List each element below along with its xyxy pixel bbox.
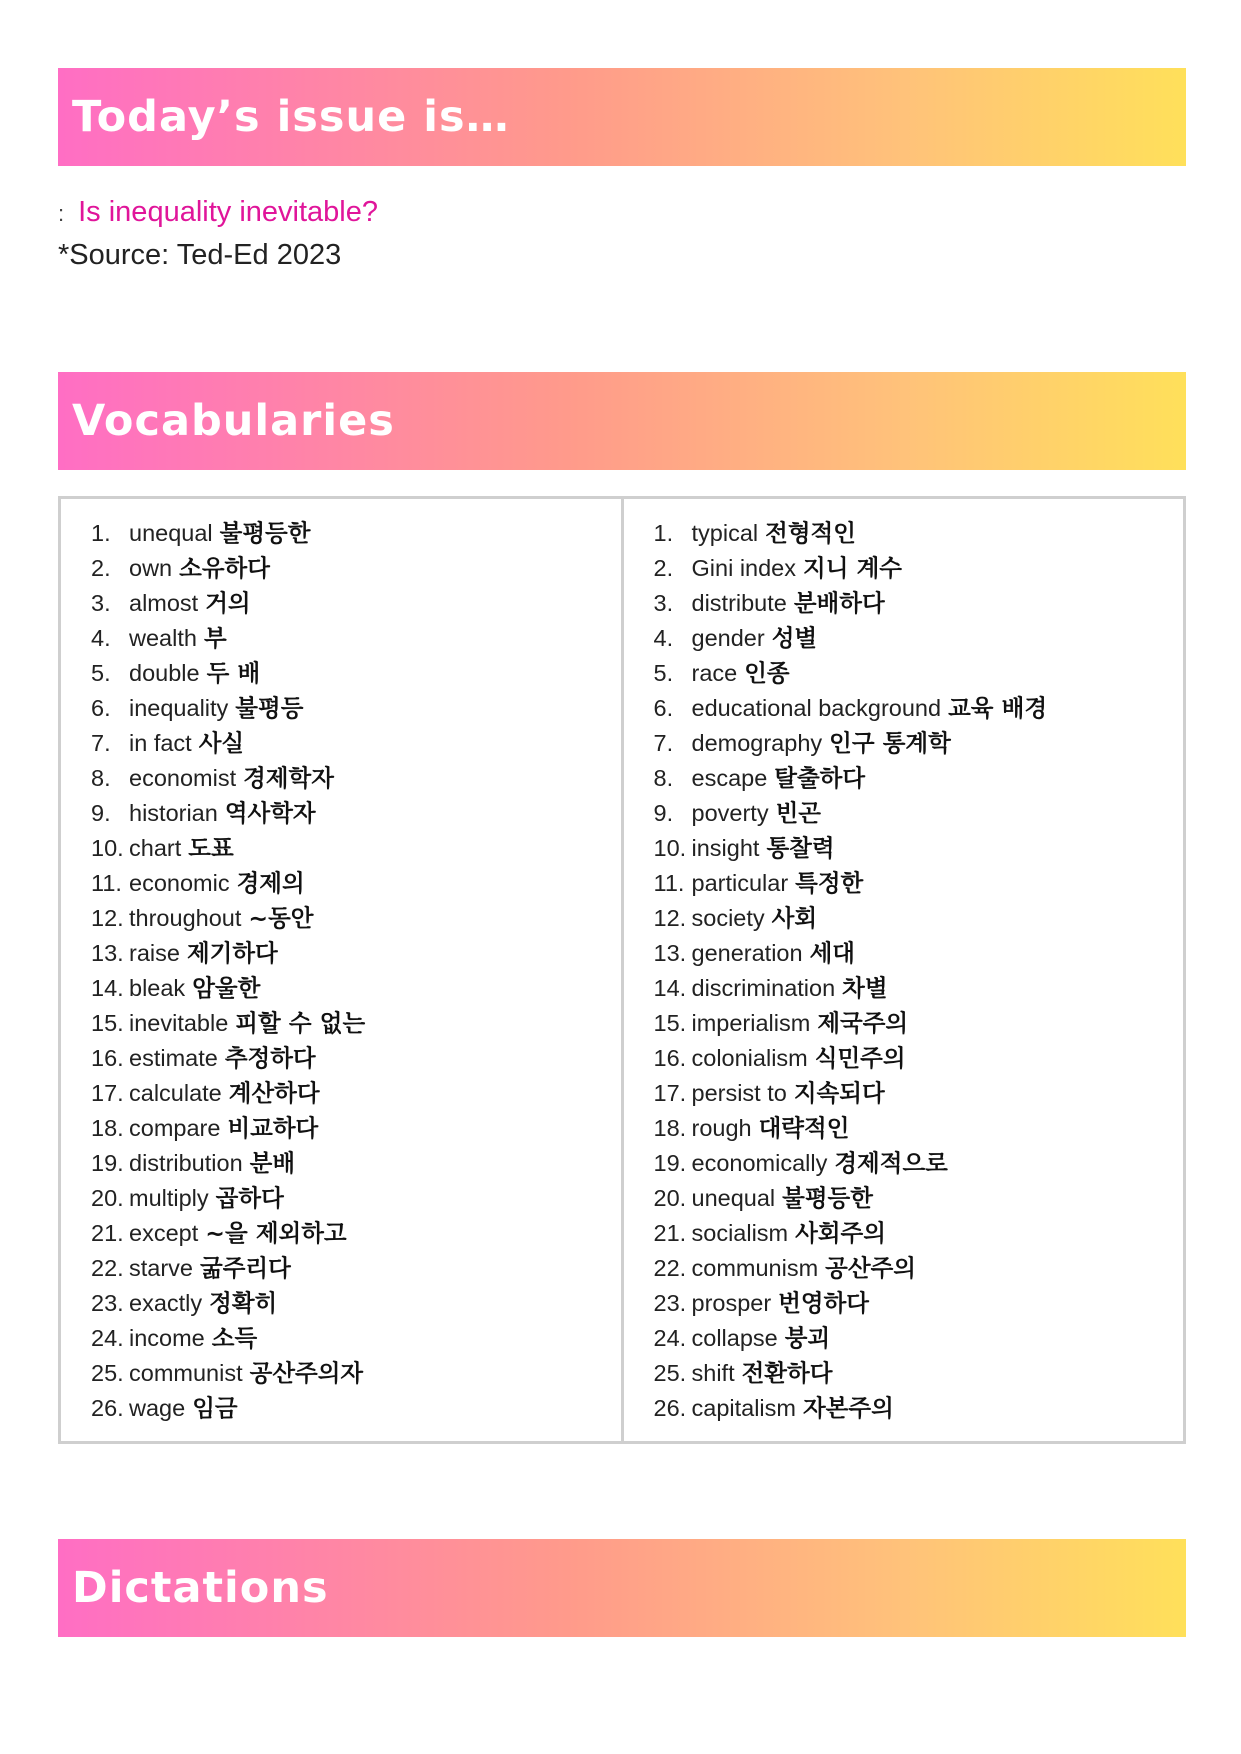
vocab-number: 16. — [91, 1045, 124, 1071]
issue-question-line — [58, 192, 378, 234]
vocab-korean: ~동안 — [248, 904, 314, 932]
vocab-item — [654, 901, 1184, 936]
vocab-list-left — [91, 516, 621, 1426]
vocab-item — [91, 1146, 621, 1181]
vocab-number: 26. — [91, 1395, 124, 1421]
vocab-korean: 공산주의 — [825, 1254, 916, 1282]
vocab-item — [654, 551, 1184, 586]
vocab-korean: 교육 배경 — [948, 694, 1048, 722]
vocab-item — [91, 551, 621, 586]
vocab-korean: 제기하다 — [186, 939, 278, 967]
vocab-number: 17. — [653, 1080, 687, 1106]
issue-source: *Source: Ted-Ed 2023 — [58, 239, 342, 271]
vocab-korean: 불평등 — [235, 694, 304, 722]
vocab-number: 4. — [653, 625, 674, 651]
vocab-english: economist — [129, 765, 237, 791]
vocab-english: communism — [691, 1255, 819, 1281]
vocab-english: insight — [691, 835, 760, 861]
vocab-number: 9. — [653, 800, 674, 826]
vocab-item — [654, 1076, 1184, 1111]
vocab-korean: 계산하다 — [228, 1079, 320, 1107]
vocab-english: raise — [129, 940, 180, 966]
vocab-korean: 전환하다 — [741, 1359, 833, 1387]
vocab-number: 24. — [91, 1325, 124, 1351]
vocab-english: bleak — [129, 975, 186, 1001]
vocab-number: 6. — [91, 695, 111, 721]
vocab-korean: 대략적인 — [758, 1114, 850, 1142]
vocab-english: rough — [691, 1115, 752, 1141]
vocab-item — [91, 1041, 621, 1076]
vocab-item — [654, 1146, 1184, 1181]
vocab-english: throughout — [129, 905, 242, 931]
vocab-english: income — [129, 1325, 205, 1351]
vocab-korean: 피할 수 없는 — [235, 1009, 366, 1037]
vocab-korean: 붕괴 — [784, 1324, 831, 1352]
vocab-korean: 소득 — [211, 1324, 258, 1352]
vocab-number: 18. — [653, 1115, 687, 1141]
vocab-korean: 전형적인 — [765, 519, 856, 547]
vocab-number: 2. — [91, 555, 111, 581]
vocab-number: 22. — [653, 1255, 687, 1281]
vocab-korean: 사회 — [771, 904, 818, 932]
vocab-number: 10. — [653, 835, 687, 861]
vocab-english: own — [129, 555, 173, 581]
vocab-item — [654, 971, 1184, 1006]
vocab-number: 16. — [653, 1045, 687, 1071]
issue-question: Is inequality inevitable? — [78, 196, 378, 228]
vocab-number: 26. — [653, 1395, 687, 1421]
vocab-number: 23. — [91, 1290, 124, 1316]
vocab-item — [654, 866, 1184, 901]
vocab-english: generation — [691, 940, 803, 966]
vocab-item — [91, 831, 621, 866]
vocab-english: imperialism — [691, 1010, 811, 1036]
vocab-korean: 경제학자 — [243, 764, 334, 792]
vocab-english: starve — [129, 1255, 193, 1281]
vocab-english: economic — [129, 870, 230, 896]
vocab-item — [91, 761, 621, 796]
dictation-banner — [58, 1539, 1186, 1637]
vocab-number: 19. — [653, 1150, 687, 1176]
vocab-korean: 식민주의 — [814, 1044, 906, 1072]
vocab-item — [91, 936, 621, 971]
vocab-number: 8. — [653, 765, 674, 791]
vocab-number: 21. — [91, 1220, 124, 1246]
vocab-number: 14. — [653, 975, 687, 1001]
vocab-number: 15. — [653, 1010, 687, 1036]
vocab-item — [654, 761, 1184, 796]
vocab-english: distribution — [129, 1150, 243, 1176]
vocab-korean: ~을 제외하고 — [205, 1219, 347, 1247]
vocab-item — [654, 1216, 1184, 1251]
vocab-left-column — [61, 499, 621, 1441]
vocab-number: 20. — [91, 1185, 124, 1211]
vocab-item — [654, 586, 1184, 621]
vocab-english: double — [129, 660, 200, 686]
vocab-item — [91, 1216, 621, 1251]
vocab-list-right — [654, 516, 1184, 1426]
vocab-english: socialism — [691, 1220, 789, 1246]
vocab-item — [91, 1251, 621, 1286]
vocab-number: 10. — [91, 835, 124, 861]
vocab-item — [91, 691, 621, 726]
vocab-number: 7. — [91, 730, 111, 756]
vocab-english: except — [129, 1220, 199, 1246]
vocab-korean: 탈출하다 — [774, 764, 866, 792]
vocab-number: 5. — [653, 660, 674, 686]
issue-colon: : — [58, 201, 65, 226]
vocab-english: historian — [129, 800, 218, 826]
vocab-item — [91, 1111, 621, 1146]
vocab-korean: 인구 통계학 — [829, 729, 951, 757]
vocab-korean: 부 — [203, 624, 227, 652]
vocab-korean: 사실 — [198, 729, 245, 757]
vocab-number: 23. — [653, 1290, 687, 1316]
vocab-item — [91, 901, 621, 936]
vocab-number: 17. — [91, 1080, 124, 1106]
vocab-korean: 불평등한 — [219, 519, 311, 547]
vocab-english: exactly — [129, 1290, 203, 1316]
vocab-right-column — [621, 499, 1184, 1441]
vocab-item — [91, 1356, 621, 1391]
vocab-item — [91, 621, 621, 656]
dictation-heading: Dictations — [72, 1563, 329, 1613]
vocab-item — [654, 1321, 1184, 1356]
vocab-korean: 통찰력 — [766, 834, 835, 862]
vocab-korean: 특정한 — [795, 869, 864, 897]
vocab-item — [91, 971, 621, 1006]
vocab-number: 13. — [91, 940, 124, 966]
vocab-korean: 추정하다 — [224, 1044, 316, 1072]
vocab-item — [654, 691, 1184, 726]
vocab-korean: 성별 — [771, 624, 818, 652]
vocab-banner — [58, 372, 1186, 470]
vocab-korean: 차별 — [842, 974, 888, 1002]
vocab-english: escape — [691, 765, 768, 791]
vocab-english: collapse — [691, 1325, 778, 1351]
vocab-english: estimate — [129, 1045, 218, 1071]
vocab-item — [654, 1286, 1184, 1321]
vocab-korean: 소유하다 — [179, 554, 270, 582]
vocab-item — [654, 1356, 1184, 1391]
vocab-item — [654, 1041, 1184, 1076]
vocab-english: colonialism — [691, 1045, 808, 1071]
vocab-english: demography — [691, 730, 823, 756]
vocab-heading: Vocabularies — [72, 396, 395, 446]
vocab-korean: 굶주리다 — [200, 1254, 291, 1282]
vocab-korean: 세대 — [809, 939, 855, 967]
vocab-english: gender — [691, 625, 765, 651]
vocab-english: wage — [129, 1395, 186, 1421]
vocab-item — [91, 656, 621, 691]
vocab-item — [91, 1076, 621, 1111]
vocab-english: chart — [129, 835, 182, 861]
vocab-item — [654, 621, 1184, 656]
vocab-english: race — [691, 660, 738, 686]
vocab-item — [91, 866, 621, 901]
vocab-english: poverty — [691, 800, 769, 826]
vocab-number: 21. — [653, 1220, 687, 1246]
vocab-korean: 경제적으로 — [834, 1149, 948, 1177]
vocab-korean: 불평등한 — [782, 1184, 873, 1212]
vocab-english: discrimination — [691, 975, 836, 1001]
vocab-korean: 번영하다 — [778, 1289, 869, 1317]
vocab-korean: 자본주의 — [802, 1394, 894, 1422]
vocab-item — [654, 831, 1184, 866]
vocab-number: 18. — [91, 1115, 124, 1141]
vocab-english: almost — [129, 590, 199, 616]
vocab-english: multiply — [129, 1185, 209, 1211]
vocab-number: 3. — [653, 590, 674, 616]
vocab-korean: 사회주의 — [795, 1219, 886, 1247]
vocab-korean: 비교하다 — [227, 1114, 319, 1142]
vocab-number: 25. — [91, 1360, 124, 1386]
vocab-number: 6. — [653, 695, 674, 721]
vocab-korean: 빈곤 — [775, 799, 821, 827]
vocab-english: communist — [129, 1360, 243, 1386]
vocab-number: 19. — [91, 1150, 124, 1176]
vocab-number: 12. — [653, 905, 687, 931]
vocab-item — [91, 1006, 621, 1041]
vocab-number: 22. — [91, 1255, 124, 1281]
vocab-item — [654, 1181, 1184, 1216]
vocab-number: 20. — [653, 1185, 687, 1211]
vocab-english: inequality — [129, 695, 229, 721]
vocab-english: persist to — [691, 1080, 787, 1106]
vocab-number: 12. — [91, 905, 124, 931]
vocab-item — [654, 656, 1184, 691]
vocab-number: 4. — [91, 625, 111, 651]
vocab-item — [654, 1111, 1184, 1146]
vocab-english: unequal — [129, 520, 213, 546]
vocab-number: 15. — [91, 1010, 124, 1036]
vocab-english: distribute — [691, 590, 787, 616]
vocab-number: 24. — [653, 1325, 687, 1351]
vocab-english: capitalism — [691, 1395, 796, 1421]
vocab-korean: 지속되다 — [793, 1079, 885, 1107]
vocab-english: unequal — [691, 1185, 776, 1211]
vocab-korean: 암울한 — [192, 974, 261, 1002]
vocab-number: 11. — [91, 870, 122, 896]
vocab-item — [654, 796, 1184, 831]
vocab-korean: 인종 — [744, 659, 790, 687]
vocab-item — [654, 1006, 1184, 1041]
vocab-item — [91, 1286, 621, 1321]
vocab-number: 14. — [91, 975, 124, 1001]
issue-banner — [58, 68, 1186, 166]
vocab-number: 8. — [91, 765, 111, 791]
vocab-english: Gini index — [691, 555, 796, 581]
vocab-item — [91, 516, 621, 551]
vocab-korean: 두 배 — [206, 659, 261, 687]
vocab-korean: 정확히 — [209, 1289, 278, 1317]
vocab-number: 2. — [653, 555, 674, 581]
issue-heading: Today’s issue is… — [72, 92, 510, 142]
vocab-number: 11. — [653, 870, 685, 896]
vocab-item — [91, 1181, 621, 1216]
vocab-korean: 제국주의 — [817, 1009, 909, 1037]
vocab-english: typical — [691, 520, 759, 546]
vocab-item — [91, 726, 621, 761]
vocab-number: 1. — [653, 520, 674, 546]
vocab-english: particular — [691, 870, 789, 896]
vocab-number: 1. — [91, 520, 111, 546]
vocab-korean: 거의 — [205, 589, 251, 617]
vocab-item — [654, 1251, 1184, 1286]
vocab-english: shift — [691, 1360, 735, 1386]
vocab-item — [654, 1391, 1184, 1426]
vocab-english: society — [691, 905, 765, 931]
vocab-item — [654, 516, 1184, 551]
vocab-korean: 지니 계수 — [803, 554, 902, 582]
vocab-english: economically — [691, 1150, 828, 1176]
vocab-item — [654, 726, 1184, 761]
vocab-item — [654, 936, 1184, 971]
vocab-number: 25. — [653, 1360, 687, 1386]
vocab-english: wealth — [129, 625, 197, 651]
vocab-korean: 임금 — [192, 1394, 238, 1422]
vocab-number: 3. — [91, 590, 111, 616]
vocab-korean: 경제의 — [236, 869, 305, 897]
vocab-number: 13. — [653, 940, 687, 966]
vocab-korean: 역사학자 — [224, 799, 316, 827]
vocab-korean: 분배하다 — [793, 589, 885, 617]
vocab-korean: 공산주의자 — [249, 1359, 364, 1387]
vocab-english: calculate — [129, 1080, 222, 1106]
vocab-english: inevitable — [129, 1010, 229, 1036]
vocab-korean: 곱하다 — [215, 1184, 284, 1212]
vocab-english: in fact — [129, 730, 192, 756]
vocab-number: 9. — [91, 800, 111, 826]
vocab-item — [91, 1321, 621, 1356]
vocab-english: compare — [129, 1115, 221, 1141]
vocab-table — [58, 496, 1186, 1444]
vocab-number: 5. — [91, 660, 111, 686]
vocab-korean: 분배 — [249, 1149, 296, 1177]
vocab-item — [91, 1391, 621, 1426]
vocab-item — [91, 586, 621, 621]
vocab-english: prosper — [691, 1290, 772, 1316]
vocab-number: 7. — [653, 730, 674, 756]
vocab-item — [91, 796, 621, 831]
vocab-korean: 도표 — [188, 834, 234, 862]
vocab-english: educational background — [691, 695, 942, 721]
